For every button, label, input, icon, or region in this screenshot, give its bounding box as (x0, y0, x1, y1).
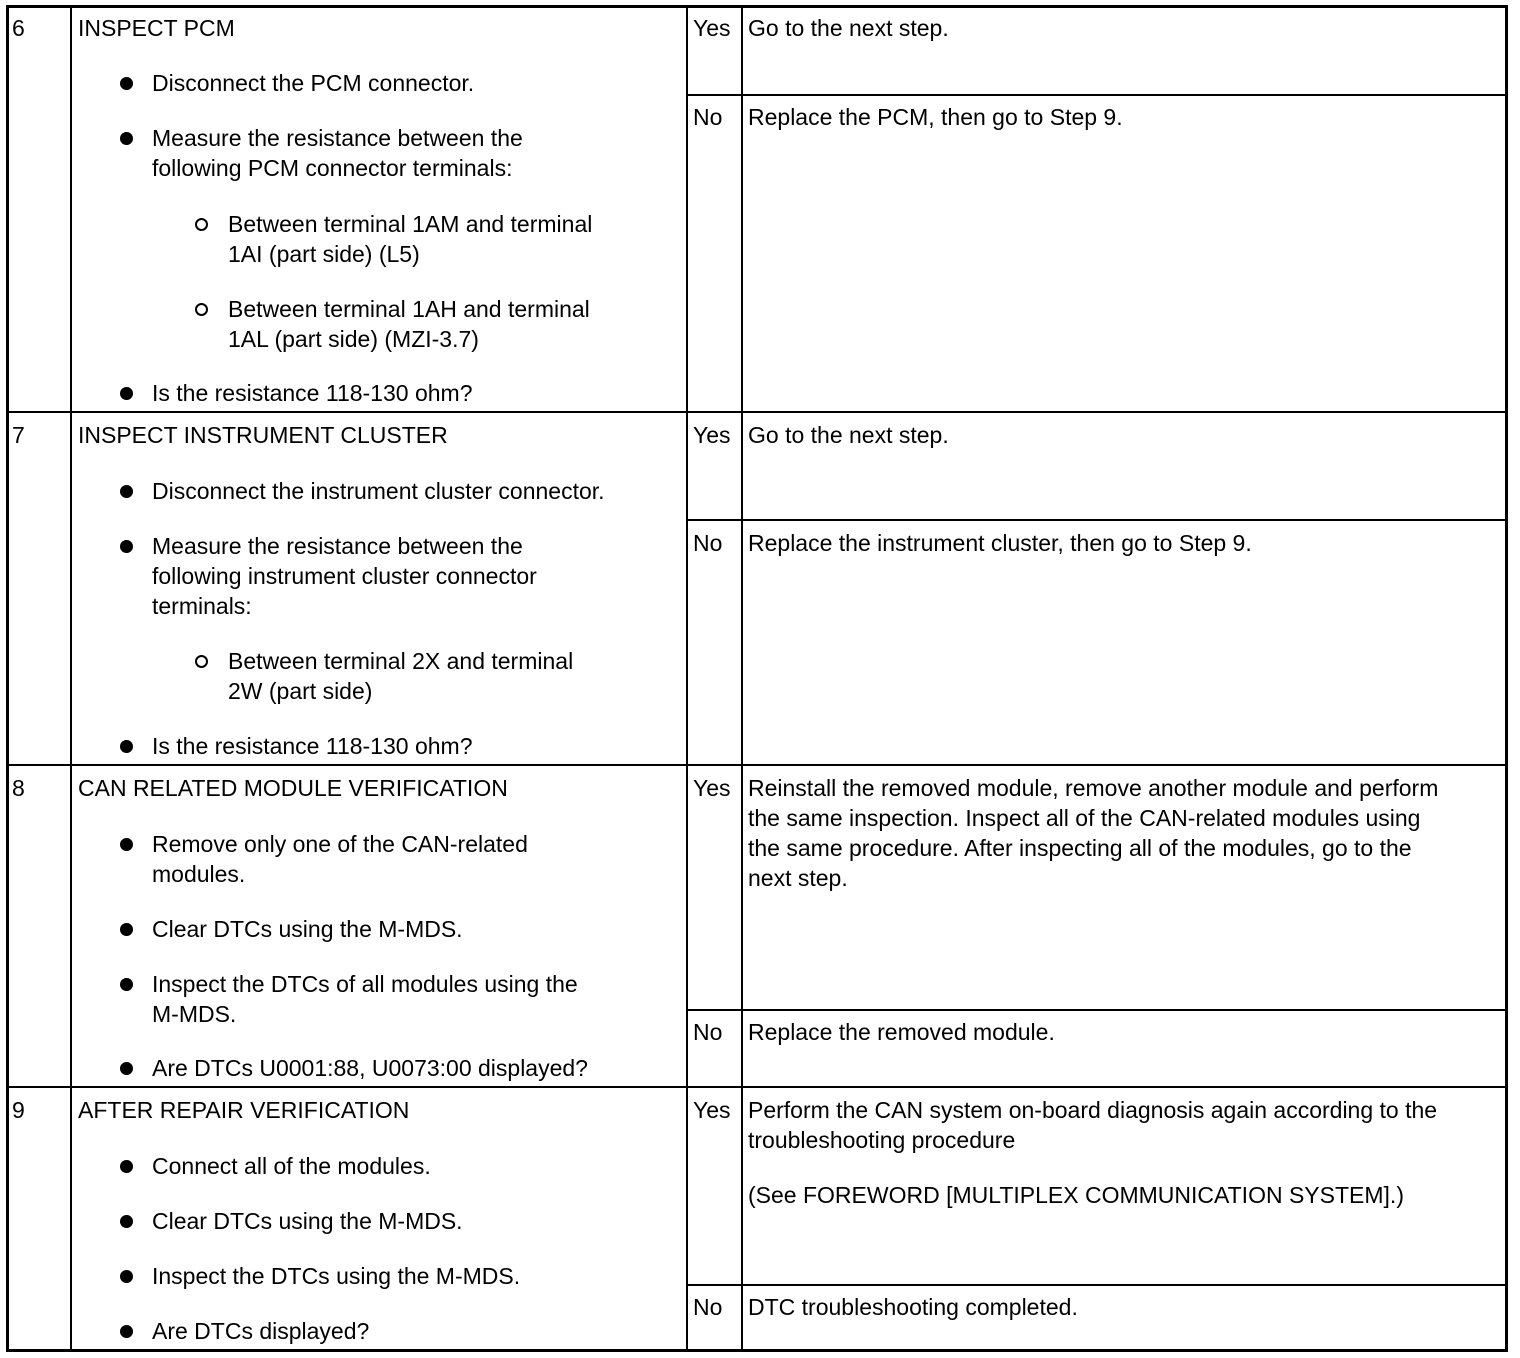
step-title: AFTER REPAIR VERIFICATION (78, 1097, 410, 1123)
sub-bullet-icon (195, 218, 208, 231)
bullet-icon (120, 77, 133, 90)
result-divider (686, 519, 1508, 521)
step-item-line: 1AL (part side) (MZI-3.7) (228, 326, 479, 352)
bullet-icon (120, 740, 133, 753)
result-text: the same procedure. After inspecting all of the modules, go to the (748, 835, 1412, 861)
result-text: the same inspection. Inspect all of the CAN-related modules using (748, 805, 1421, 831)
result-divider (686, 1284, 1508, 1286)
bullet-icon (120, 1062, 133, 1075)
column-divider (741, 5, 743, 1352)
step-number: 8 (12, 775, 25, 801)
column-divider (686, 5, 688, 1352)
bullet-icon (120, 540, 133, 553)
sub-bullet-icon (195, 655, 208, 668)
step-item-line: Disconnect the PCM connector. (152, 70, 475, 96)
yes-label: Yes (693, 15, 731, 41)
yes-label: Yes (693, 422, 731, 448)
result-text: Perform the CAN system on-board diagnosis again according to the (748, 1097, 1438, 1123)
step-item-line: 1AI (part side) (L5) (228, 241, 420, 267)
step-item-line: following PCM connector terminals: (152, 155, 513, 181)
result-text: Replace the instrument cluster, then go to Step 9. (748, 530, 1252, 556)
step-title: INSPECT INSTRUMENT CLUSTER (78, 422, 448, 448)
bullet-icon (120, 485, 133, 498)
sub-bullet-icon (195, 303, 208, 316)
result-text: Go to the next step. (748, 422, 949, 448)
bullet-icon (120, 1270, 133, 1283)
step-item-line: Clear DTCs using the M-MDS. (152, 1208, 463, 1234)
step-item-line: Inspect the DTCs of all modules using the (152, 971, 578, 997)
result-text: troubleshooting procedure (748, 1127, 1016, 1153)
step-title: INSPECT PCM (78, 15, 235, 41)
step-title: CAN RELATED MODULE VERIFICATION (78, 775, 508, 801)
step-item-line: modules. (152, 861, 246, 887)
bullet-icon (120, 132, 133, 145)
step-item-line: Measure the resistance between the (152, 533, 523, 559)
step-item-line: Between terminal 1AM and terminal (228, 211, 593, 237)
step-item-line: terminals: (152, 593, 252, 619)
bullet-icon (120, 387, 133, 400)
no-label: No (693, 530, 723, 556)
result-divider (686, 1009, 1508, 1011)
bullet-icon (120, 838, 133, 851)
step-item-line: 2W (part side) (228, 678, 373, 704)
result-text: DTC troubleshooting completed. (748, 1294, 1078, 1320)
no-label: No (693, 1294, 723, 1320)
step-item-line: Is the resistance 118-130 ohm? (152, 380, 473, 406)
no-label: No (693, 1019, 723, 1045)
bullet-icon (120, 1215, 133, 1228)
step-item-line: Are DTCs U0001:88, U0073:00 displayed? (152, 1055, 588, 1081)
result-text: (See FOREWORD [MULTIPLEX COMMUNICATION SYSTEM].) (748, 1182, 1404, 1208)
step-number: 9 (12, 1097, 25, 1123)
result-text: Replace the PCM, then go to Step 9. (748, 104, 1123, 130)
step-item-line: Are DTCs displayed? (152, 1318, 370, 1344)
step-number: 6 (12, 15, 25, 41)
result-text: Replace the removed module. (748, 1019, 1055, 1045)
step-item-line: Connect all of the modules. (152, 1153, 431, 1179)
step-item-line: Is the resistance 118-130 ohm? (152, 733, 473, 759)
row-divider (6, 411, 1508, 413)
result-text: next step. (748, 865, 848, 891)
result-text: Reinstall the removed module, remove another module and perform (748, 775, 1439, 801)
bullet-icon (120, 923, 133, 936)
row-divider (6, 1086, 1508, 1088)
result-divider (686, 94, 1508, 96)
step-number: 7 (12, 422, 25, 448)
no-label: No (693, 104, 723, 130)
bullet-icon (120, 978, 133, 991)
column-divider (70, 5, 72, 1352)
bullet-icon (120, 1325, 133, 1338)
step-item-line: following instrument cluster connector (152, 563, 537, 589)
step-item-line: Remove only one of the CAN-related (152, 831, 528, 857)
row-divider (6, 764, 1508, 766)
step-item-line: Inspect the DTCs using the M-MDS. (152, 1263, 521, 1289)
yes-label: Yes (693, 775, 731, 801)
step-item-line: M-MDS. (152, 1001, 237, 1027)
yes-label: Yes (693, 1097, 731, 1123)
step-item-line: Between terminal 1AH and terminal (228, 296, 590, 322)
bullet-icon (120, 1160, 133, 1173)
step-item-line: Disconnect the instrument cluster connector. (152, 478, 605, 504)
result-text: Go to the next step. (748, 15, 949, 41)
step-item-line: Between terminal 2X and terminal (228, 648, 574, 674)
step-item-line: Clear DTCs using the M-MDS. (152, 916, 463, 942)
step-item-line: Measure the resistance between the (152, 125, 523, 151)
